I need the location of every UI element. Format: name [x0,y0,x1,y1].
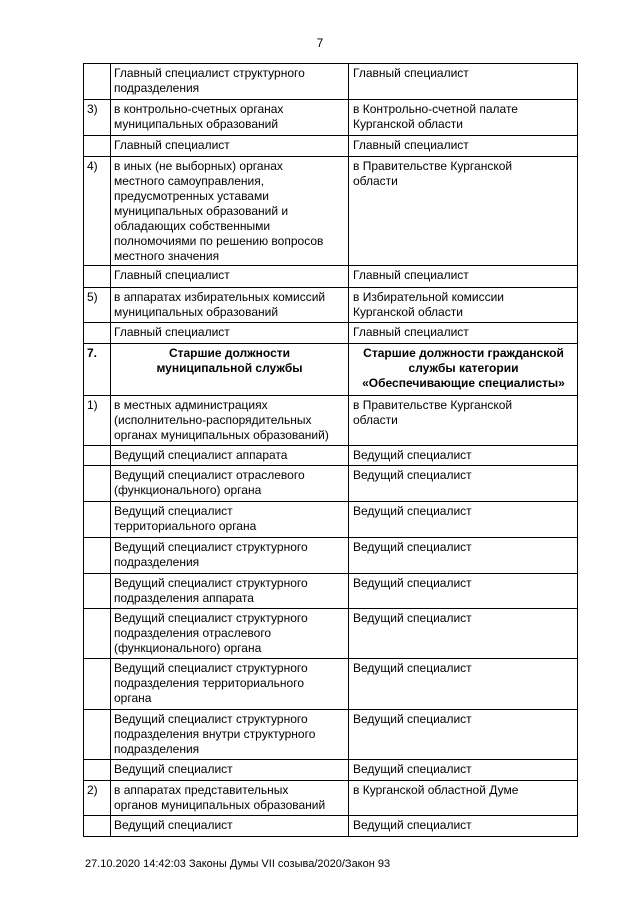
civil-position: в Контрольно-счетной палате Курганской области [348,100,577,135]
row-number: 3) [87,102,98,116]
civil-position: Ведущий специалист [348,538,577,573]
section-municipal-title: Старшие должности муниципальной службы [110,344,348,395]
civil-position: Главный специалист [348,266,577,287]
civil-position: Ведущий специалист [348,446,577,465]
row-number [84,466,110,501]
document-footer: 27.10.2020 14:42:03 Законы Думы VII созыва/2020/Закон 93 [85,858,391,870]
table-row [83,537,578,573]
municipal-position: Ведущий специалист территориального органа [110,502,348,537]
table-row [83,322,578,343]
civil-position: в Правительстве Курганской области [348,396,577,445]
civil-position: Ведущий специалист [348,502,577,537]
section-civil-title: Старшие должности гражданской службы категории «Обеспечивающие специалисты» [348,344,577,395]
civil-position: Ведущий специалист [348,609,577,658]
municipal-position: Главный специалист [110,136,348,156]
table-row [83,63,578,99]
section-header-row [83,343,578,395]
row-number [84,446,110,465]
row-number [84,609,110,658]
civil-position: в Избирательной комиссии Курганской области [348,288,577,322]
table-row [83,780,578,815]
row-number [84,266,110,287]
municipal-position: в контрольно-счетных органах муниципальных образований [110,100,348,135]
row-number [84,64,110,99]
table-row [83,608,578,658]
municipal-position: Главный специалист [110,323,348,343]
municipal-position: Главный специалист структурного подразделения [110,64,348,99]
table-row [83,395,578,445]
civil-position: Ведущий специалист [348,659,577,709]
section-number: 7. [87,346,98,360]
table-row [83,135,578,156]
table-row [83,709,578,759]
table-row [83,573,578,608]
municipal-position: Ведущий специалист структурного подразделения территориального органа [110,659,348,709]
row-number [84,323,110,343]
row-number: 1) [87,398,98,412]
municipal-position: в аппаратах представительных органов муниципальных образований [110,781,348,815]
municipal-position: Ведущий специалист структурного подразделения внутри структурного подразделения [110,710,348,759]
municipal-position: в местных администрациях (исполнительно-распорядительных органах муниципальных образований) [110,396,348,445]
row-number [84,574,110,608]
row-number: 4) [87,159,98,173]
civil-position: Ведущий специалист [348,710,577,759]
table-row [83,287,578,322]
civil-position: Ведущий специалист [348,466,577,501]
municipal-position: Ведущий специалист структурного подразделения отраслевого (функционального) органа [110,609,348,658]
civil-position: Ведущий специалист [348,574,577,608]
row-number [84,816,110,836]
civil-position: Главный специалист [348,323,577,343]
municipal-position: Ведущий специалист структурного подразделения [110,538,348,573]
municipal-position: Ведущий специалист структурного подразделения аппарата [110,574,348,608]
row-number: 2) [87,783,98,797]
civil-position: Главный специалист [348,136,577,156]
row-number: 5) [87,290,98,304]
civil-position: Ведущий специалист [348,816,577,836]
municipal-position: в аппаратах избирательных комиссий муниципальных образований [110,288,348,322]
row-number [84,538,110,573]
row-number [84,502,110,537]
civil-position: Ведущий специалист [348,760,577,780]
table-row [83,759,578,780]
municipal-position: Ведущий специалист отраслевого (функционального) органа [110,466,348,501]
table-row [83,501,578,537]
municipal-position: Ведущий специалист аппарата [110,446,348,465]
row-number [84,659,110,709]
row-number [84,136,110,156]
municipal-position: Ведущий специалист [110,760,348,780]
table-row [83,465,578,501]
page-number: 7 [316,36,324,50]
civil-position: Главный специалист [348,64,577,99]
table-row [83,265,578,287]
row-number [84,760,110,780]
table-row [83,445,578,465]
table-row [83,156,578,265]
municipal-position: в иных (не выборных) органах местного самоуправления, предусмотренных уставами муниципальных образований и обладающих собственными полномочиями по решению вопросов местного значения [110,157,348,265]
row-number [84,710,110,759]
civil-position: в Правительстве Курганской области [348,157,577,265]
table-row [83,658,578,709]
table-row [83,815,578,837]
civil-position: в Курганской областной Думе [348,781,577,815]
table-row [83,99,578,135]
municipal-position: Главный специалист [110,266,348,287]
municipal-position: Ведущий специалист [110,816,348,836]
